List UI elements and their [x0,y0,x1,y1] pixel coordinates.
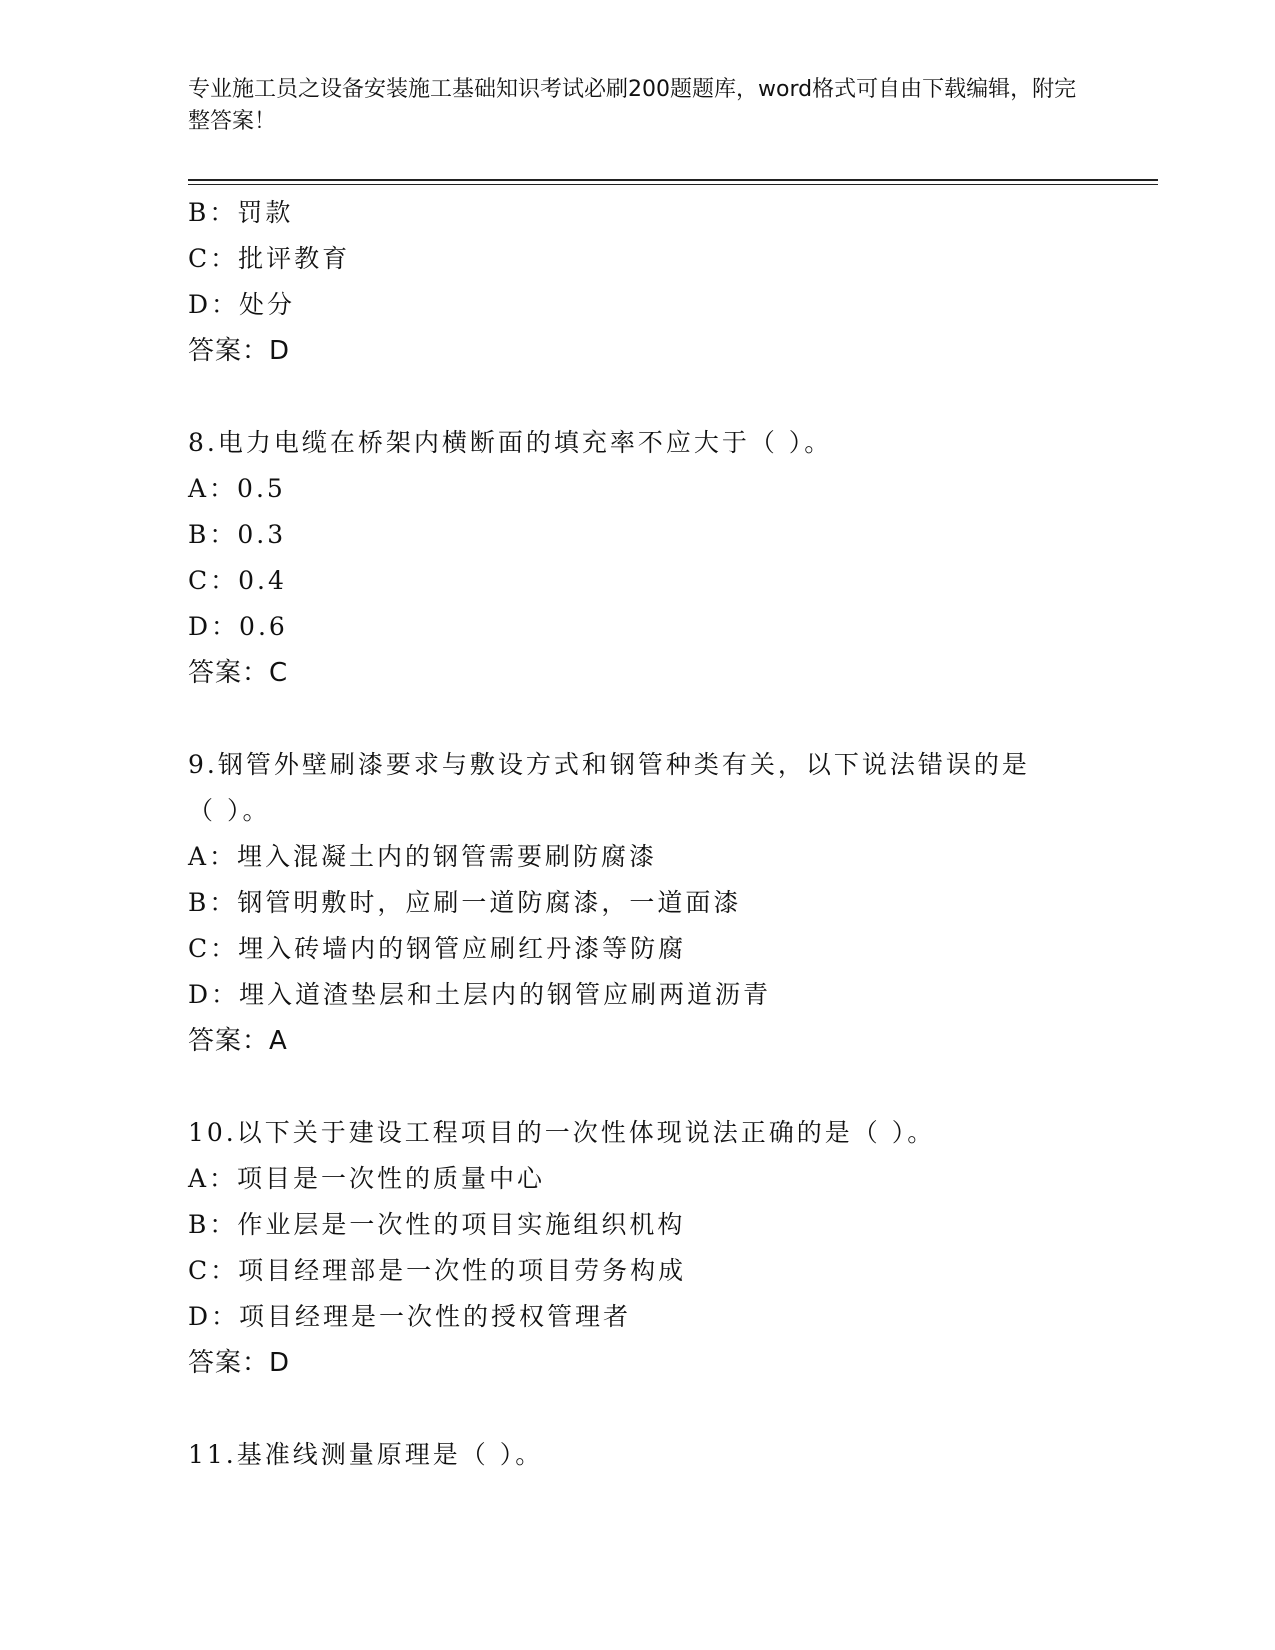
header-rule-thin [188,184,1158,185]
header-rule [188,179,1158,181]
option-d: D：项目经理是一次性的授权管理者 [188,1302,632,1331]
option-b: B：0.3 [188,520,287,549]
question-7-continued [188,190,1088,374]
option-a: A：埋入混凝土内的钢管需要刷防腐漆 [188,842,658,871]
answer-line: 答案：D [188,1348,291,1378]
option-d: D：0.6 [188,612,288,641]
question-9 [188,742,1088,1064]
question-list [188,190,1088,1478]
question-stem: 8.电力电缆在桥架内横断面的填充率不应大于（ ）。 [188,428,833,457]
answer-line: 答案：C [188,658,289,688]
option-c: C：批评教育 [188,244,351,273]
option-d: D：埋入道渣垫层和土层内的钢管应刷两道沥青 [188,980,772,1009]
option-b: B：作业层是一次性的项目实施组织机构 [188,1210,686,1239]
answer-line: 答案：A [188,1026,288,1056]
spacer [188,374,1088,420]
question-10 [188,1110,1088,1386]
question-stem-continued: （ ）。 [188,796,271,825]
option-b: B：钢管明敷时，应刷一道防腐漆，一道面漆 [188,888,742,917]
option-c: C：项目经理部是一次性的项目劳务构成 [188,1256,687,1285]
question-stem: 9.钢管外壁刷漆要求与敷设方式和钢管种类有关，以下说法错误的是 [188,750,1030,779]
page-header [188,74,1088,138]
question-11 [188,1432,1088,1478]
option-c: C：埋入砖墙内的钢管应刷红丹漆等防腐 [188,934,687,963]
answer-line: 答案：D [188,336,291,366]
option-a: A：0.5 [188,474,286,503]
option-c: C：0.4 [188,566,287,595]
document-title: 专业施工员之设备安装施工基础知识考试必刷200题题库，word格式可自由下载编辑，附完整答案！ [188,77,1077,134]
question-8 [188,420,1088,696]
question-stem: 11.基准线测量原理是（ ）。 [188,1440,544,1469]
spacer [188,1064,1088,1110]
option-d: D：处分 [188,290,296,319]
option-b: B：罚款 [188,198,294,227]
spacer [188,696,1088,742]
question-stem: 10.以下关于建设工程项目的一次性体现说法正确的是（ ）。 [188,1118,936,1147]
spacer [188,1386,1088,1432]
option-a: A：项目是一次性的质量中心 [188,1164,546,1193]
